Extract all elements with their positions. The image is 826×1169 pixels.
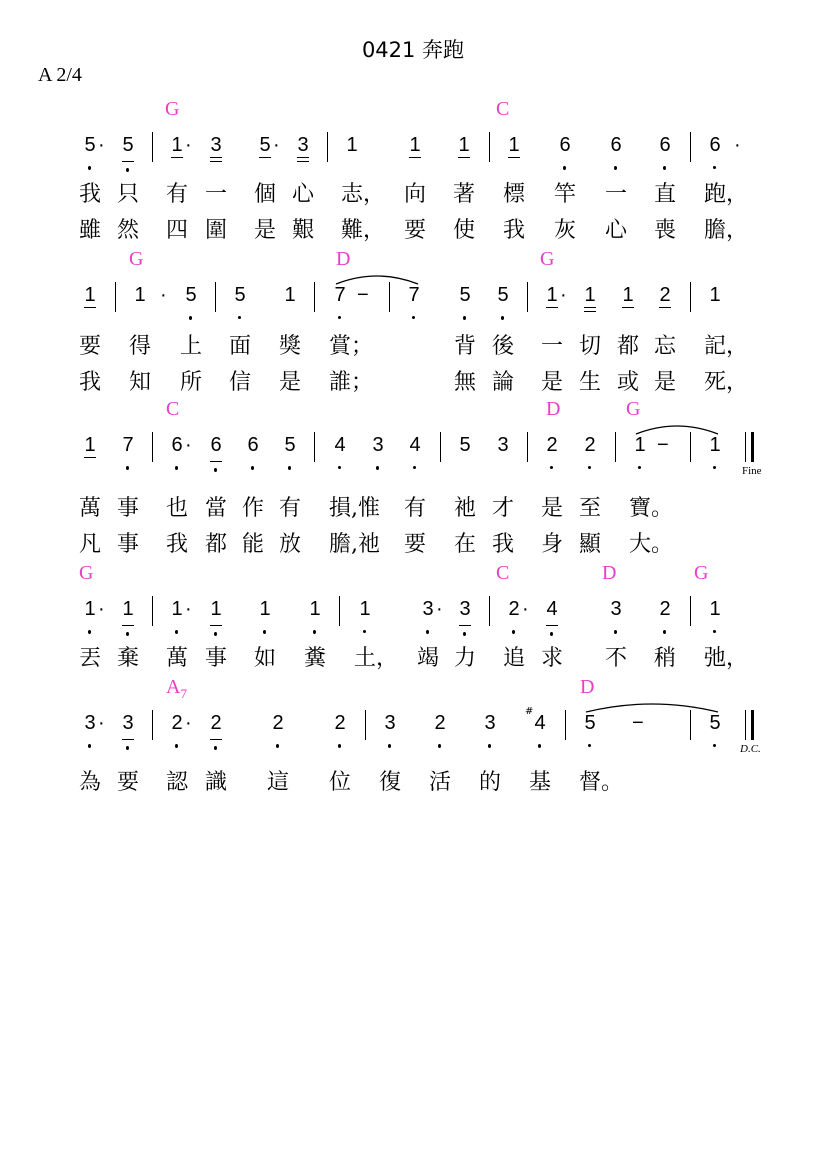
augmentation-dot: · bbox=[98, 598, 105, 620]
lyric-char: 要 bbox=[79, 334, 102, 359]
lyric-char: 不 bbox=[605, 646, 628, 671]
note: 6 bbox=[559, 134, 571, 156]
lyric-char: 無 bbox=[454, 370, 477, 395]
note: 1 bbox=[709, 598, 721, 620]
lyric-char: 棄 bbox=[117, 646, 140, 671]
note: 5 bbox=[709, 712, 721, 734]
lyric-char: 都 bbox=[617, 334, 640, 359]
lyric-char: 灰 bbox=[554, 218, 577, 243]
lyric-char: 竭 bbox=[417, 646, 440, 671]
lyric-char: 求 bbox=[541, 646, 564, 671]
lyric-char: 弛， bbox=[704, 646, 749, 671]
lyric-line-verse-1 bbox=[0, 329, 826, 363]
note: 1 bbox=[84, 598, 96, 620]
note: 1 bbox=[134, 284, 146, 306]
barline bbox=[365, 710, 366, 740]
lyric-line bbox=[0, 765, 826, 799]
lyric-char: 所 bbox=[180, 370, 203, 395]
note: 7 bbox=[122, 434, 134, 456]
lyric-char: 才 bbox=[492, 496, 515, 521]
note: 1 bbox=[210, 598, 222, 620]
chord-symbol: D bbox=[602, 562, 617, 584]
chord-symbol: D bbox=[580, 676, 595, 698]
lyric-char: 使 bbox=[453, 218, 476, 243]
chord-symbol: G bbox=[129, 248, 144, 270]
hymn-title: 0421 奔跑 bbox=[361, 38, 465, 62]
note: 2 bbox=[659, 598, 671, 620]
lyric-char: 背 bbox=[454, 334, 477, 359]
lyric-char: 雖 bbox=[79, 218, 102, 243]
numbered-notation bbox=[0, 134, 826, 174]
lyric-char: 作 bbox=[242, 496, 265, 521]
augmentation-dot: · bbox=[185, 134, 192, 156]
lyric-char: 土， bbox=[354, 646, 399, 671]
augmentation-dot: · bbox=[160, 284, 167, 306]
note: 3 bbox=[297, 134, 309, 156]
note: 3 bbox=[84, 712, 96, 734]
lyric-char: 糞 bbox=[304, 646, 327, 671]
note: 1 bbox=[709, 434, 721, 456]
note: 2 bbox=[584, 434, 596, 456]
note: 4 bbox=[334, 434, 346, 456]
note: 6 bbox=[610, 134, 622, 156]
lyric-char: 有 bbox=[166, 182, 189, 207]
chord-symbol: G bbox=[165, 98, 180, 120]
note: 3 bbox=[122, 712, 134, 734]
lyric-char: 有 bbox=[279, 496, 302, 521]
lyric-char: 艱 bbox=[292, 218, 315, 243]
lyric-char: 丟 bbox=[79, 646, 102, 671]
lyric-char: 認 bbox=[166, 770, 189, 795]
lyric-char: 基 bbox=[529, 770, 552, 795]
augmentation-dot: · bbox=[560, 284, 567, 306]
lyric-char: 向 bbox=[404, 182, 427, 207]
lyric-char: 心 bbox=[605, 218, 628, 243]
note: 4 bbox=[546, 598, 558, 620]
lyric-char: 都 bbox=[205, 532, 228, 557]
barline bbox=[152, 710, 153, 740]
note: 4 bbox=[409, 434, 421, 456]
lyric-line-verse-1 bbox=[0, 491, 826, 525]
lyric-char: 追 bbox=[503, 646, 526, 671]
key-time-signature: A 2/4 bbox=[38, 64, 82, 86]
barline bbox=[327, 132, 328, 162]
lyric-char: 活 bbox=[429, 770, 452, 795]
lyric-line-verse-2 bbox=[0, 213, 826, 247]
lyric-char: 凡 bbox=[79, 532, 102, 557]
lyric-char: 大。 bbox=[629, 532, 674, 557]
final-barline bbox=[745, 710, 755, 740]
note: 3 bbox=[372, 434, 384, 456]
note: 1 bbox=[309, 598, 321, 620]
lyric-char: 切 bbox=[579, 334, 602, 359]
numbered-notation bbox=[0, 434, 826, 477]
note: 1 bbox=[409, 134, 421, 156]
lyric-char: 是 bbox=[654, 370, 677, 395]
note: 1 bbox=[584, 284, 596, 306]
lyric-char: 當 bbox=[205, 496, 228, 521]
note: 1 bbox=[84, 284, 96, 306]
numbered-notation bbox=[0, 598, 826, 638]
note: 1 bbox=[622, 284, 634, 306]
barline bbox=[690, 710, 691, 740]
chord-symbol: G bbox=[79, 562, 94, 584]
lyric-char: 喪 bbox=[654, 218, 677, 243]
note: 1 bbox=[458, 134, 470, 156]
barline bbox=[152, 432, 153, 462]
chord-symbol: D bbox=[336, 248, 351, 270]
numbered-notation bbox=[0, 284, 826, 324]
note: 1 bbox=[508, 134, 520, 156]
dash: − bbox=[657, 434, 669, 456]
note: 2 bbox=[334, 712, 346, 734]
barline bbox=[690, 282, 691, 312]
lyric-char: 個 bbox=[254, 182, 277, 207]
lyric-char: 身 bbox=[541, 532, 564, 557]
note: 3 bbox=[459, 598, 471, 620]
lyric-char: 論 bbox=[492, 370, 515, 395]
lyric-char: 心 bbox=[292, 182, 315, 207]
lyric-char: 記， bbox=[704, 334, 749, 359]
lyric-char: 竿 bbox=[554, 182, 577, 207]
lyric-char: 我 bbox=[503, 218, 526, 243]
tie-arc bbox=[584, 700, 720, 714]
chord-symbol: G bbox=[540, 248, 555, 270]
lyric-char: 如 bbox=[254, 646, 277, 671]
lyric-char: 是 bbox=[279, 370, 302, 395]
barline bbox=[489, 132, 490, 162]
barline bbox=[339, 596, 340, 626]
note: 1 bbox=[634, 434, 646, 456]
note: 3 bbox=[422, 598, 434, 620]
augmentation-dot: · bbox=[734, 134, 741, 156]
note: 2 bbox=[659, 284, 671, 306]
lyric-char: 得 bbox=[129, 334, 152, 359]
augmentation-dot: · bbox=[98, 134, 105, 156]
note: 1 bbox=[284, 284, 296, 306]
lyric-char: 一 bbox=[605, 182, 628, 207]
dash: − bbox=[357, 284, 369, 306]
fine-mark: Fine bbox=[742, 465, 762, 477]
augmentation-dot: · bbox=[185, 434, 192, 456]
lyric-char: 知 bbox=[129, 370, 152, 395]
augmentation-dot: · bbox=[522, 598, 529, 620]
barline bbox=[215, 282, 216, 312]
note: 1 bbox=[259, 598, 271, 620]
lyric-char: 標 bbox=[503, 182, 526, 207]
lyric-char: 放 bbox=[279, 532, 302, 557]
chord-symbol: G bbox=[626, 398, 641, 420]
lyric-char: 賞； bbox=[329, 334, 374, 359]
lyric-char: 是 bbox=[254, 218, 277, 243]
lyric-char: 督。 bbox=[579, 770, 624, 795]
lyric-char: 有 bbox=[404, 496, 427, 521]
lyric-char: 面 bbox=[229, 334, 252, 359]
lyric-char: 然 bbox=[117, 218, 140, 243]
music-system-2 bbox=[0, 246, 826, 396]
lyric-char: 要 bbox=[117, 770, 140, 795]
lyric-char: 圍 bbox=[205, 218, 228, 243]
lyric-char: 生 bbox=[579, 370, 602, 395]
note: 1 bbox=[546, 284, 558, 306]
barline bbox=[690, 132, 691, 162]
note: 5 bbox=[459, 284, 471, 306]
note: 5 bbox=[185, 284, 197, 306]
note: 2 bbox=[546, 434, 558, 456]
augmentation-dot: · bbox=[273, 134, 280, 156]
sharp-accidental: # bbox=[525, 706, 534, 717]
note: 1 bbox=[171, 598, 183, 620]
final-barline bbox=[745, 432, 755, 462]
note: 5 bbox=[84, 134, 96, 156]
lyric-char: 復 bbox=[379, 770, 402, 795]
lyric-char: 也 bbox=[166, 496, 189, 521]
barline bbox=[527, 282, 528, 312]
lyric-char: 這 bbox=[267, 770, 290, 795]
lyric-line bbox=[0, 641, 826, 675]
lyric-char: 稍 bbox=[654, 646, 677, 671]
lyric-char: 一 bbox=[541, 334, 564, 359]
lyric-char: 我 bbox=[79, 370, 102, 395]
lyric-char: 跑， bbox=[704, 182, 749, 207]
lyric-char: 是 bbox=[541, 370, 564, 395]
chord-symbol: C bbox=[496, 562, 510, 584]
lyric-char: 祂 bbox=[454, 496, 477, 521]
note: 7 bbox=[408, 284, 420, 306]
lyric-char: 損,惟 bbox=[329, 496, 380, 521]
chord-root: A bbox=[166, 676, 181, 698]
note: 5 bbox=[234, 284, 246, 306]
chord-symbol: C bbox=[496, 98, 510, 120]
augmentation-dot: · bbox=[98, 712, 105, 734]
lyric-line-verse-1 bbox=[0, 177, 826, 211]
lyric-char: 為 bbox=[79, 770, 102, 795]
lyric-char: 位 bbox=[329, 770, 352, 795]
note: 2 bbox=[272, 712, 284, 734]
lyric-char: 後 bbox=[492, 334, 515, 359]
lyric-char: 的 bbox=[479, 770, 502, 795]
lyric-char: 要 bbox=[404, 218, 427, 243]
lyric-char: 事 bbox=[117, 532, 140, 557]
note: 6 bbox=[171, 434, 183, 456]
lyric-char: 至 bbox=[579, 496, 602, 521]
lyric-char: 誰； bbox=[329, 370, 374, 395]
chord-symbol: D bbox=[546, 398, 561, 420]
lyric-char: 能 bbox=[242, 532, 265, 557]
augmentation-dot: · bbox=[185, 712, 192, 734]
note: 1 bbox=[359, 598, 371, 620]
music-system-5 bbox=[0, 674, 826, 824]
note: 1 bbox=[84, 434, 96, 456]
barline bbox=[115, 282, 116, 312]
lyric-char: 事 bbox=[117, 496, 140, 521]
note: 5 bbox=[122, 134, 134, 156]
barline bbox=[314, 432, 315, 462]
chord-symbol: G bbox=[694, 562, 709, 584]
lyric-char: 我 bbox=[79, 182, 102, 207]
note: 5 bbox=[459, 434, 471, 456]
dash: − bbox=[632, 712, 644, 734]
lyric-char: 只 bbox=[117, 182, 140, 207]
lyric-line-verse-2 bbox=[0, 527, 826, 561]
note: 6 bbox=[247, 434, 259, 456]
lyric-char: 我 bbox=[492, 532, 515, 557]
augmentation-dot: · bbox=[185, 598, 192, 620]
music-system-1 bbox=[0, 96, 826, 246]
note: 6 bbox=[709, 134, 721, 156]
lyric-char: 識 bbox=[205, 770, 228, 795]
augmentation-dot: · bbox=[436, 598, 443, 620]
lyric-char: 是 bbox=[541, 496, 564, 521]
note: 2 bbox=[210, 712, 222, 734]
lyric-char: 要 bbox=[404, 532, 427, 557]
lyric-char: 膽,祂 bbox=[329, 532, 380, 557]
chord-symbol: C bbox=[166, 398, 180, 420]
note: 1 bbox=[171, 134, 183, 156]
numbered-notation bbox=[0, 706, 826, 755]
note: 7 bbox=[334, 284, 346, 306]
note: 2 bbox=[171, 712, 183, 734]
lyric-char: 或 bbox=[617, 370, 640, 395]
barline bbox=[690, 432, 691, 462]
lyric-char: 一 bbox=[205, 182, 228, 207]
lyric-char: 志， bbox=[341, 182, 386, 207]
note: 3 bbox=[210, 134, 222, 156]
note: 3 bbox=[497, 434, 509, 456]
barline bbox=[690, 596, 691, 626]
tie-arc bbox=[634, 422, 720, 436]
note: 2 bbox=[508, 598, 520, 620]
barline bbox=[527, 432, 528, 462]
chord-symbol bbox=[166, 676, 187, 702]
lyric-line-verse-2 bbox=[0, 365, 826, 399]
barline bbox=[314, 282, 315, 312]
note: 1 bbox=[709, 284, 721, 306]
barline bbox=[389, 282, 390, 312]
lyric-char: 獎 bbox=[279, 334, 302, 359]
lyric-char: 顯 bbox=[579, 532, 602, 557]
lyric-char: 我 bbox=[166, 532, 189, 557]
note: 1 bbox=[346, 134, 358, 156]
lyric-char: 四 bbox=[166, 218, 189, 243]
lyric-char: 難， bbox=[341, 218, 386, 243]
chord-extension: 7 bbox=[180, 686, 187, 701]
dc-mark: D.C. bbox=[740, 743, 761, 755]
music-system-3 bbox=[0, 396, 826, 557]
note: 3 bbox=[384, 712, 396, 734]
lyric-char: 死， bbox=[704, 370, 749, 395]
lyric-char: 上 bbox=[180, 334, 203, 359]
note: 5 bbox=[259, 134, 271, 156]
note: 6 bbox=[210, 434, 222, 456]
lyric-char: 忘 bbox=[654, 334, 677, 359]
note: 2 bbox=[434, 712, 446, 734]
barline bbox=[152, 132, 153, 162]
barline bbox=[565, 710, 566, 740]
lyric-char: 膽， bbox=[704, 218, 749, 243]
lyric-char: 信 bbox=[229, 370, 252, 395]
note: 3 bbox=[610, 598, 622, 620]
lyric-char: 在 bbox=[454, 532, 477, 557]
barline bbox=[440, 432, 441, 462]
barline bbox=[152, 596, 153, 626]
note: 4 bbox=[534, 712, 546, 734]
barline bbox=[615, 432, 616, 462]
note: 5 bbox=[497, 284, 509, 306]
lyric-char: 著 bbox=[453, 182, 476, 207]
lyric-char: 事 bbox=[205, 646, 228, 671]
note: 1 bbox=[122, 598, 134, 620]
note: 3 bbox=[484, 712, 496, 734]
lyric-char: 寶。 bbox=[629, 496, 674, 521]
note: 6 bbox=[659, 134, 671, 156]
lyric-char: 直 bbox=[654, 182, 677, 207]
barline bbox=[489, 596, 490, 626]
lyric-char: 萬 bbox=[166, 646, 189, 671]
lyric-char: 力 bbox=[454, 646, 477, 671]
note: 5 bbox=[284, 434, 296, 456]
lyric-char: 萬 bbox=[79, 496, 102, 521]
note: 5 bbox=[584, 712, 596, 734]
